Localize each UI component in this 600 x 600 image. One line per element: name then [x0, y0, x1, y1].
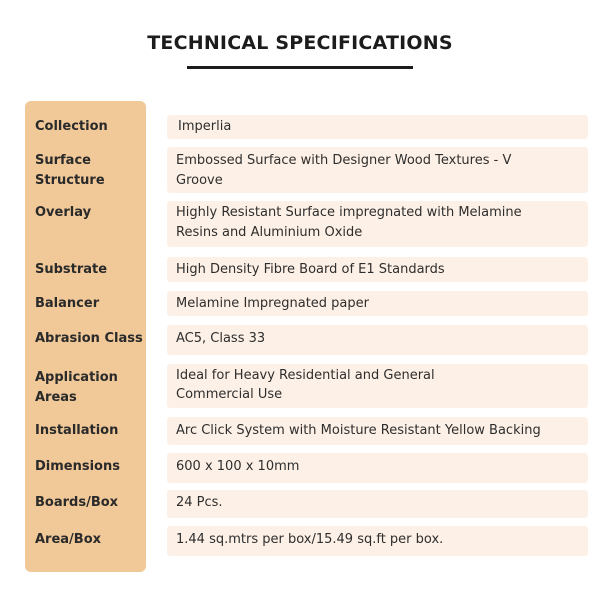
value-application-areas: Ideal for Heavy Residential and General Commercial Use [176, 368, 435, 402]
label-area-box: Area/Box [35, 532, 102, 547]
label-application-areas: Application Areas [35, 370, 118, 405]
label-substrate: Substrate [35, 262, 108, 277]
value-surface-structure: Embossed Surface with Designer Wood Textures - V Groove [176, 153, 512, 188]
value-collection: Imperlia [178, 119, 232, 134]
page-title: TECHNICAL SPECIFICATIONS [147, 32, 453, 54]
value-boards-box: 24 Pcs. [176, 495, 223, 510]
title-underline [187, 66, 413, 69]
label-surface-structure: Surface Structure [35, 153, 105, 188]
label-collection: Collection [35, 119, 108, 134]
label-installation: Installation [35, 423, 119, 438]
value-area-box: 1.44 sq.mtrs per box/15.49 sq.ft per box. [176, 532, 444, 547]
value-balancer: Melamine Impregnated paper [176, 296, 369, 311]
value-dimensions: 600 x 100 x 10mm [176, 459, 300, 474]
label-balancer: Balancer [35, 296, 100, 311]
value-overlay: Highly Resistant Surface impregnated with Melamine Resins and Aluminium Oxide [176, 205, 522, 240]
label-overlay: Overlay [35, 205, 92, 220]
value-abrasion-class: AC5, Class 33 [176, 331, 266, 346]
label-boards-box: Boards/Box [35, 495, 119, 510]
value-substrate: High Density Fibre Board of E1 Standards [176, 262, 445, 277]
label-dimensions: Dimensions [35, 459, 120, 474]
value-installation: Arc Click System with Moisture Resistant Yellow Backing [176, 423, 541, 438]
label-abrasion-class: Abrasion Class [35, 331, 143, 346]
